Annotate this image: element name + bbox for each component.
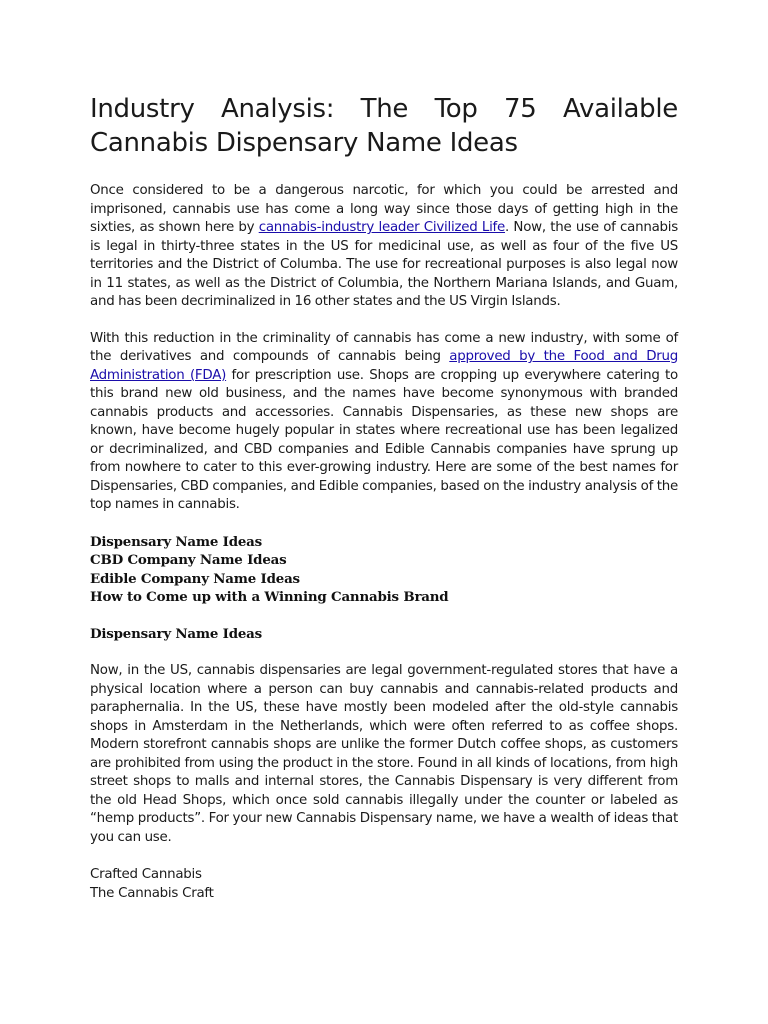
section-paragraph: Now, in the US, cannabis dispensaries are legal government-regulated stores that have a physical location where a person can buy cannabis and cannabis-related products and paraphernalia. In the US, these have mostly been modeled after the old-style cannabis shops in Amsterdam in the Netherlands, which were often referred to as coffee shops. Modern storefront cannabis shops are unlike the former Dutch coffee shops, as customers are prohibited from using the product in the store. Found in all kinds of locations, from high street shops to malls and internal stores, the Cannabis Dispensary is very different from the old Head Shops, which once sold cannabis illegally under the counter or labeled as “hemp products”. For your new Cannabis Dispensary name, we have a wealth of ideas that you can use.	[90, 663, 678, 845]
list-item: Crafted Cannabis	[90, 867, 202, 883]
industry-paragraph	[90, 330, 678, 515]
intro-text-start: Once considered to be a dangerous narcotic, for which you could be arrested and imprisoned, cannabis use has come a long way since those days of getting high in the sixties, as shown here by	[90, 183, 678, 235]
list-item: The Cannabis Craft	[90, 886, 214, 902]
toc-item-winning-brand[interactable]: How to Come up with a Winning Cannabis Brand	[90, 589, 449, 606]
industry-text-start: With this reduction in the criminality of cannabis has come a new industry, with some of the derivatives and compounds of cannabis being	[90, 330, 678, 364]
toc-item-cbd[interactable]: CBD Company Name Ideas	[90, 552, 287, 569]
intro-paragraph	[90, 182, 678, 312]
toc-item-dispensary[interactable]: Dispensary Name Ideas	[90, 533, 262, 550]
toc-item-edible[interactable]: Edible Company Name Ideas	[90, 570, 300, 587]
fda-link[interactable]: approved by the Food and Drug Administration (FDA)	[90, 349, 678, 383]
table-of-contents	[90, 533, 678, 607]
document-page	[90, 92, 678, 903]
civilized-life-link[interactable]: cannabis-industry leader Civilized Life	[258, 220, 506, 235]
name-list	[90, 865, 678, 903]
intro-text-end: . Now, the use of cannabis is legal in thirty-three states in the US for medicinal use, as well as four of the five US territories and the District of Columba. The use for recreational purposes is also legal now in 11 states, as well as the District of Columbia, the Northern Mariana Islands, and Guam, and has been decriminalized in 16 other states and the US Virgin Islands.	[90, 220, 678, 309]
section-heading: Dispensary Name Ideas	[90, 625, 262, 642]
industry-text-end: for prescription use. Shops are cropping up everywhere catering to this brand new old business, and the names have become synonymous with branded cannabis products and accessories. Cannabis Dispensaries, as these new shops are known, have become hugely popular in states where recreational use has been legalized or decriminalized, and CBD companies and Edible Cannabis companies have sprung up from nowhere to cater to this ever-growing industry. Here are some of the best names for Dispensaries, CBD companies, and Edible companies, based on the industry analysis of the top names in cannabis.	[90, 367, 678, 512]
article-title: Industry Analysis: The Top 75 Available Cannabis Dispensary Name Ideas	[90, 94, 678, 158]
